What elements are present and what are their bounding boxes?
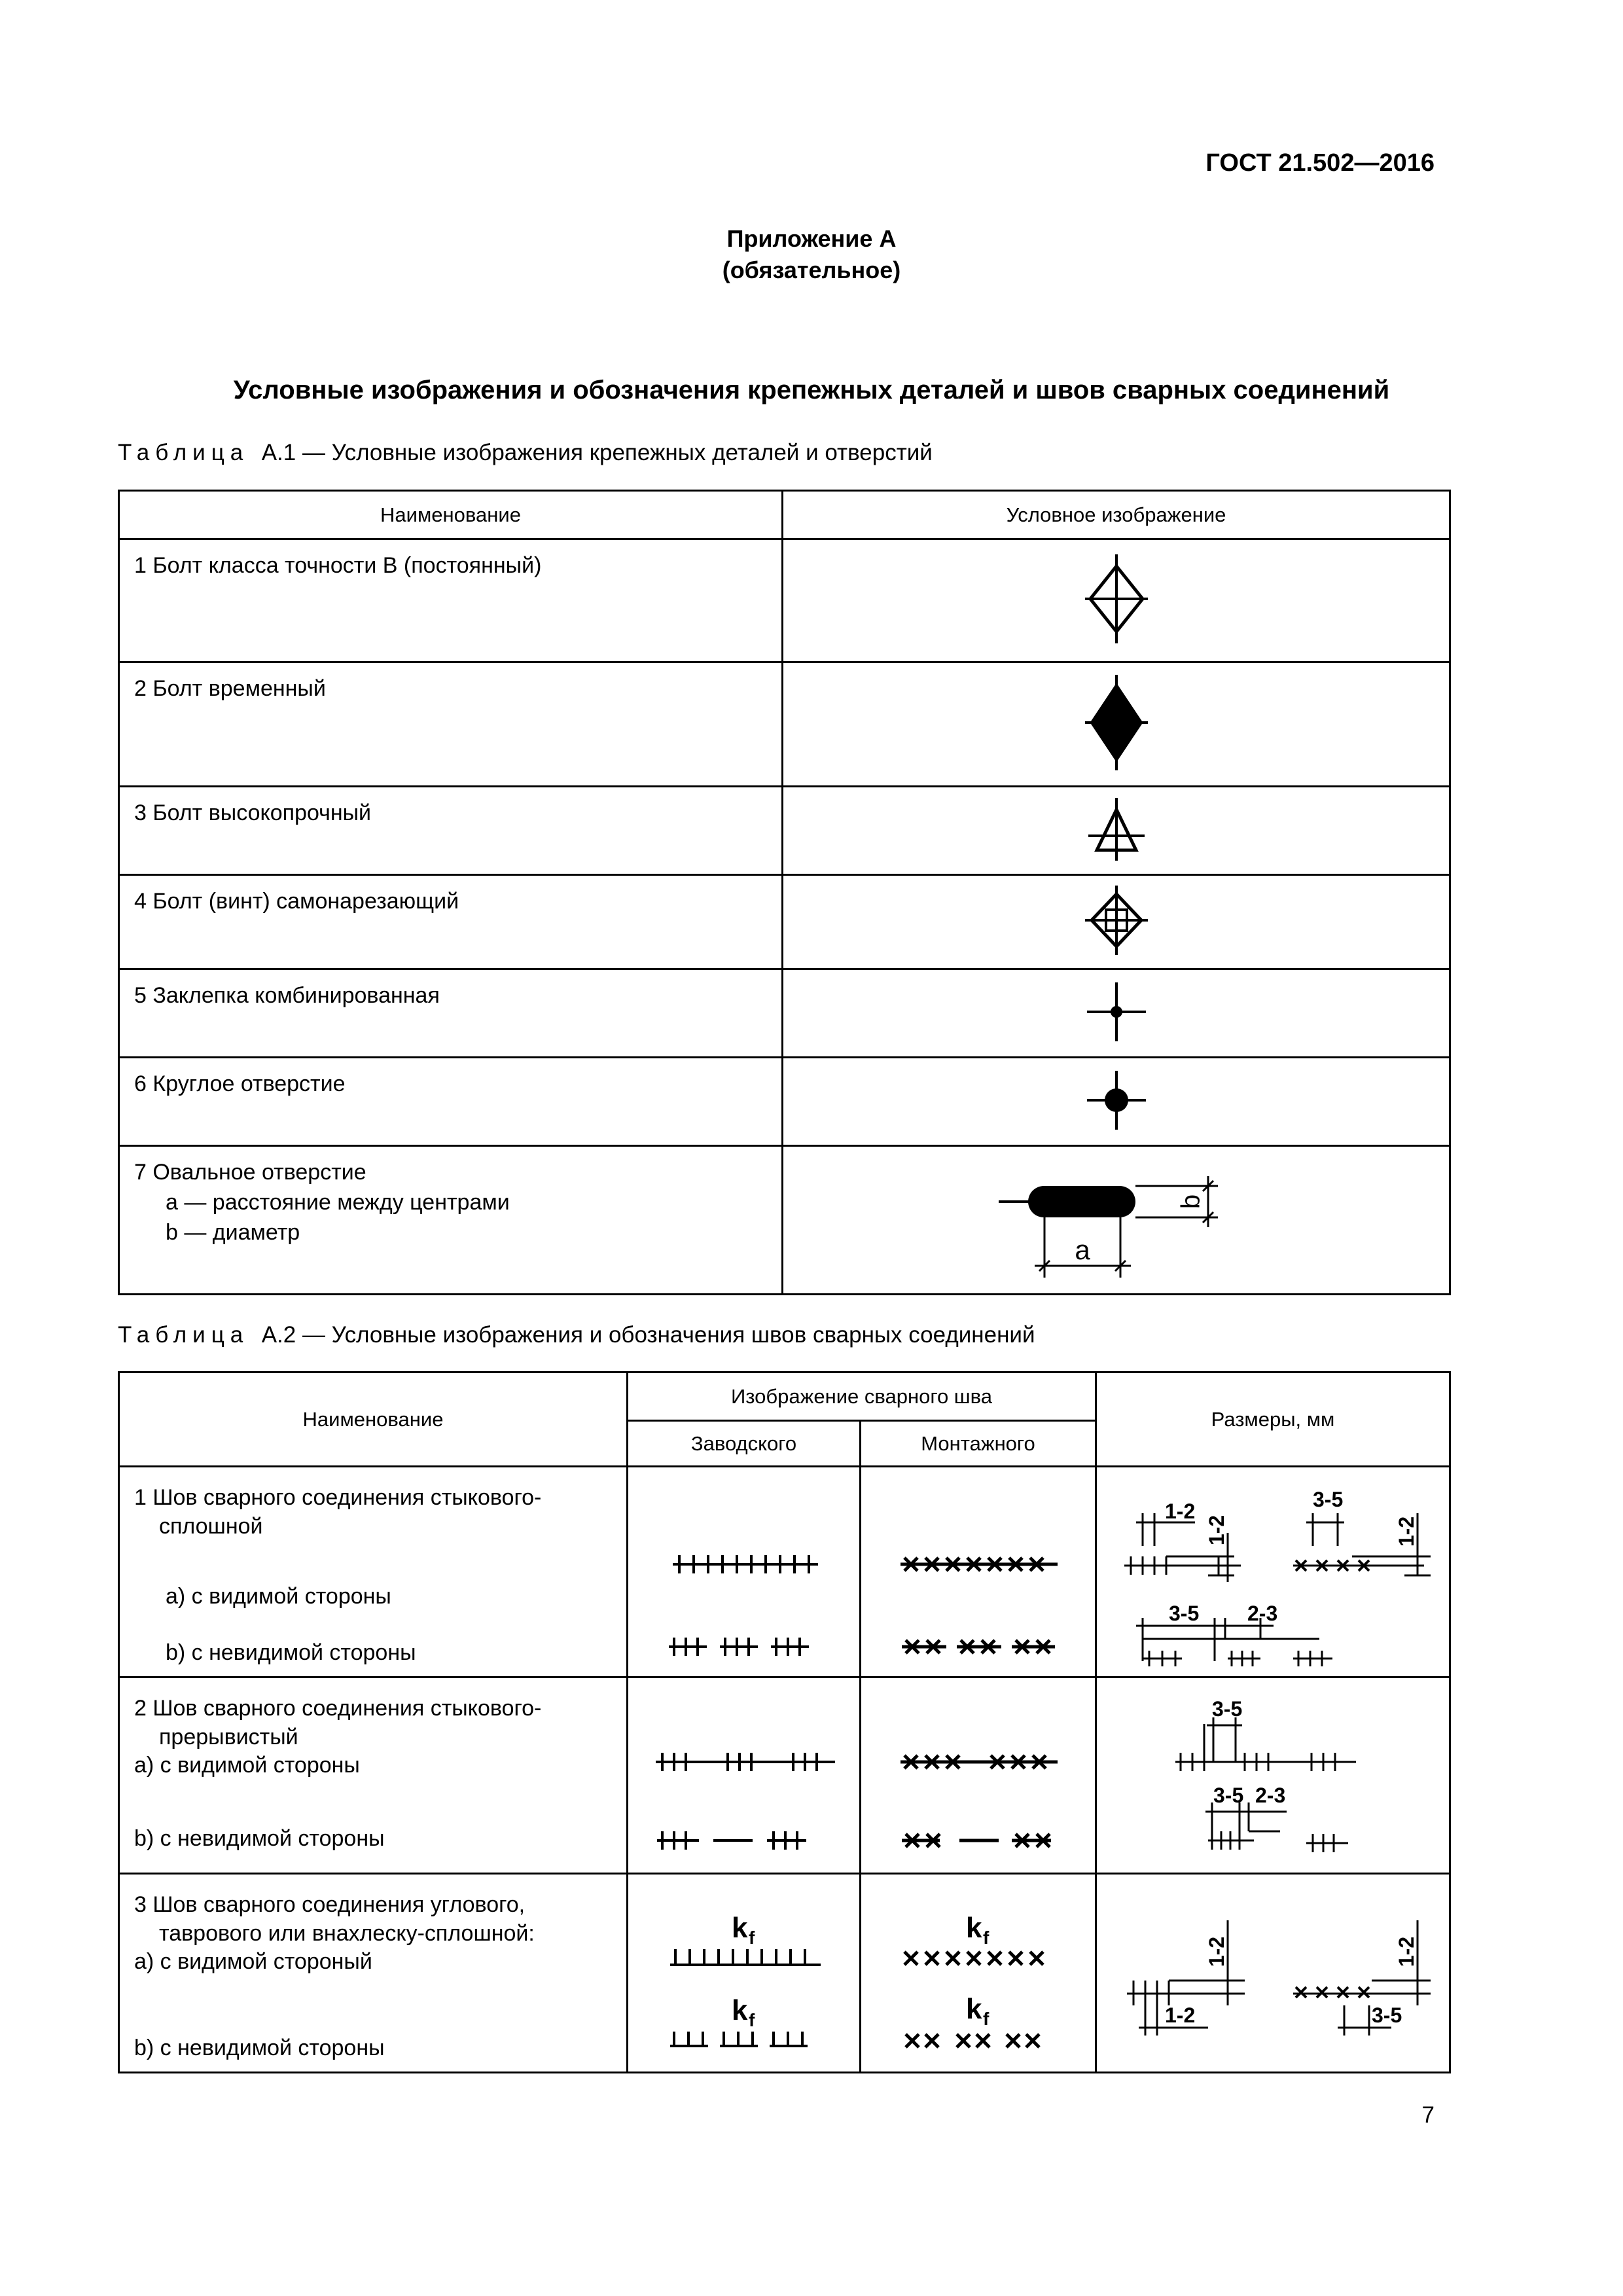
dim-label: 1-2 [1205, 1936, 1229, 1967]
dim-label: 2-3 [1247, 1602, 1278, 1625]
symbol-cell [783, 875, 1450, 969]
size-cell [1096, 1677, 1450, 1874]
row-name [119, 875, 783, 969]
row-name [119, 1146, 783, 1295]
oval-hole-icon [992, 1153, 1241, 1284]
table-row [119, 1467, 1450, 1677]
factory-weld-icon [628, 1678, 861, 1874]
header-name: Наименование [119, 1372, 628, 1467]
table-row [119, 875, 1450, 969]
header-site: Монтажного [861, 1421, 1096, 1467]
table-a1 [118, 490, 1451, 1295]
dim-label-a: a [1074, 1234, 1090, 1265]
table-row [119, 1677, 1450, 1874]
row-note-b: b — диаметр [166, 1220, 300, 1245]
kf-subscript: f [983, 2009, 990, 2029]
kf-label: k [732, 1994, 748, 2026]
kf-label: k [966, 1993, 982, 2025]
table-row [119, 787, 1450, 875]
document-code: ГОСТ 21.502—2016 [1205, 149, 1435, 177]
table-row [119, 662, 1450, 787]
table-row [119, 969, 1450, 1058]
row-name [119, 662, 783, 787]
table-a1-caption [118, 440, 933, 466]
weld-dimension-diagram [1097, 1467, 1451, 1678]
appendix-subtitle: (обязательное) [722, 257, 901, 283]
rivet-combined-icon [1084, 979, 1149, 1045]
kf-subscript: f [983, 1928, 990, 1948]
row-name [119, 969, 783, 1058]
table-a2 [118, 1371, 1451, 2073]
bolt-class-b-icon [1084, 553, 1149, 645]
size-cell [1096, 1467, 1450, 1677]
bolt-self-tapping-icon [1084, 884, 1149, 956]
symbol-cell [783, 662, 1450, 787]
dim-label: 3-5 [1212, 1697, 1243, 1721]
dim-label-b: b [1176, 1194, 1205, 1209]
row-title-line: 3 Шов сварного соединения углового, [134, 1892, 526, 1917]
caption-text: А.2 — Условные изображения и обозначения швов сварных соединений [261, 1322, 1035, 1348]
row-option-b: b) с невидимой стороны [134, 1826, 385, 1851]
bolt-temporary-icon [1084, 673, 1149, 772]
row-option-b: b) с невидимой стороны [134, 2036, 385, 2060]
row-title-line: 1 Шов сварного соединения стыкового- [134, 1485, 542, 1510]
row-title-line: 2 Шов сварного соединения стыкового- [134, 1696, 542, 1721]
weld-dimension-diagram [1097, 1874, 1451, 2073]
row-title-line: прерывистый [159, 1725, 298, 1749]
kf-subscript: f [749, 1928, 755, 1948]
kf-subscript: f [749, 2010, 755, 2030]
dim-label: 1-2 [1165, 2003, 1196, 2027]
caption-text: А.1 — Условные изображения крепежных деталей и отверстий [261, 440, 933, 465]
appendix-title: Приложение А [726, 225, 897, 252]
dim-label: 1-2 [1395, 1936, 1419, 1967]
row-title [134, 1890, 535, 1948]
site-weld-icon [861, 1874, 1097, 2073]
row-name-text: 4 Болт (винт) самонарезающий [134, 889, 459, 914]
header-name: Наименование [119, 491, 783, 539]
dim-label: 1-2 [1395, 1516, 1419, 1547]
header-factory: Заводского [628, 1421, 861, 1467]
dim-label: 2-3 [1255, 1784, 1286, 1807]
site-weld-cell [861, 1467, 1096, 1677]
page-number: 7 [1421, 2102, 1435, 2128]
symbol-cell [783, 787, 1450, 875]
row-title-line: сплошной [159, 1514, 263, 1539]
site-weld-cell [861, 1677, 1096, 1874]
header-image-group: Изображение сварного шва [628, 1372, 1096, 1421]
factory-weld-cell [628, 1874, 861, 2073]
symbol-cell [783, 969, 1450, 1058]
row-name-text: 6 Круглое отверстие [134, 1071, 346, 1096]
row-name [119, 787, 783, 875]
site-weld-icon [861, 1678, 1097, 1874]
table-row [119, 1146, 1450, 1295]
header-symbol: Условное изображение [783, 491, 1450, 539]
row-note-a: а — расстояние между центрами [166, 1190, 510, 1215]
row-title [134, 1483, 541, 1541]
kf-label: k [732, 1912, 748, 1944]
row-option-a: а) с видимой стороны [134, 1753, 360, 1778]
header-sizes: Размеры, мм [1096, 1372, 1450, 1467]
table-row [119, 1874, 1450, 2073]
dim-label: 3-5 [1213, 1784, 1244, 1807]
bolt-high-strength-icon [1087, 797, 1146, 862]
row-name [119, 539, 783, 662]
weld-dimension-diagram [1097, 1678, 1451, 1874]
caption-prefix: Таблица [118, 440, 249, 465]
site-weld-icon [861, 1467, 1097, 1678]
size-cell [1096, 1874, 1450, 2073]
factory-weld-icon [628, 1467, 861, 1678]
dim-label: 3-5 [1372, 2003, 1402, 2027]
row-name-text: 2 Болт временный [134, 676, 326, 701]
dim-label: 3-5 [1169, 1602, 1200, 1625]
row-name-text: 7 Овальное отверстие [134, 1160, 366, 1185]
row-option-b: b) с невидимой стороны [166, 1640, 416, 1665]
round-hole-icon [1084, 1067, 1149, 1133]
symbol-cell [783, 539, 1450, 662]
row-name-text: 1 Болт класса точности В (постоянный) [134, 553, 542, 578]
kf-label: k [966, 1912, 982, 1944]
row-name-text: 3 Болт высокопрочный [134, 800, 372, 825]
factory-weld-cell [628, 1467, 861, 1677]
row-title [134, 1694, 541, 1751]
table-a2-caption [118, 1322, 1035, 1348]
page-title: Условные изображения и обозначения крепежных деталей и швов сварных соединений [233, 376, 1390, 404]
row-name [119, 1467, 628, 1677]
row-option-a: а) с видимой стороный [134, 1949, 372, 1974]
symbol-cell [783, 1058, 1450, 1146]
dim-label: 3-5 [1313, 1488, 1344, 1511]
factory-weld-icon [628, 1874, 861, 2073]
row-title-line: таврового или внахлеску-сплошной: [159, 1921, 535, 1946]
row-name [119, 1058, 783, 1146]
row-name [119, 1677, 628, 1874]
dim-label: 1-2 [1205, 1515, 1229, 1546]
table-row [119, 539, 1450, 662]
site-weld-cell [861, 1874, 1096, 2073]
dim-label: 1-2 [1165, 1499, 1196, 1523]
row-name [119, 1874, 628, 2073]
caption-prefix: Таблица [118, 1322, 249, 1348]
row-option-a: а) с видимой стороны [166, 1584, 391, 1609]
factory-weld-cell [628, 1677, 861, 1874]
row-name-text: 5 Заклепка комбинированная [134, 983, 440, 1008]
table-row [119, 1058, 1450, 1146]
symbol-cell [783, 1146, 1450, 1295]
